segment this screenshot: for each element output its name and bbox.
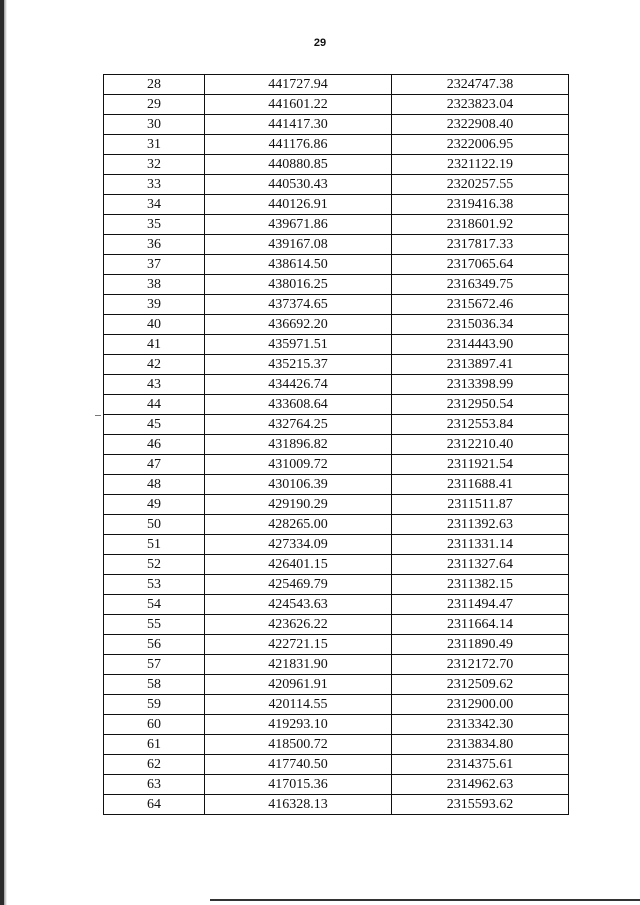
table-row — [104, 195, 569, 215]
table-row — [104, 315, 569, 335]
y-coordinate-cell: 2311382.15 — [392, 575, 569, 595]
table-row — [104, 695, 569, 715]
x-coordinate-cell: 420114.55 — [205, 695, 392, 715]
point-number-cell: 41 — [104, 335, 205, 355]
page-number: 29 — [313, 37, 327, 49]
y-coordinate-cell: 2322006.95 — [392, 135, 569, 155]
point-number-cell: 47 — [104, 455, 205, 475]
point-number-cell: 60 — [104, 715, 205, 735]
point-number-cell: 54 — [104, 595, 205, 615]
x-coordinate-cell: 439167.08 — [205, 235, 392, 255]
point-number-cell: 44 — [104, 395, 205, 415]
y-coordinate-cell: 2313897.41 — [392, 355, 569, 375]
y-coordinate-cell: 2315036.34 — [392, 315, 569, 335]
table-row — [104, 635, 569, 655]
point-number-cell: 55 — [104, 615, 205, 635]
y-coordinate-cell: 2318601.92 — [392, 215, 569, 235]
y-coordinate-cell: 2317817.33 — [392, 235, 569, 255]
x-coordinate-cell: 417740.50 — [205, 755, 392, 775]
point-number-cell: 62 — [104, 755, 205, 775]
x-coordinate-cell: 430106.39 — [205, 475, 392, 495]
table-row — [104, 475, 569, 495]
y-coordinate-cell: 2312900.00 — [392, 695, 569, 715]
point-number-cell: 59 — [104, 695, 205, 715]
y-coordinate-cell: 2321122.19 — [392, 155, 569, 175]
x-coordinate-cell: 425469.79 — [205, 575, 392, 595]
scan-left-shadow — [4, 0, 7, 905]
x-coordinate-cell: 421831.90 — [205, 655, 392, 675]
point-number-cell: 48 — [104, 475, 205, 495]
table-row — [104, 75, 569, 95]
point-number-cell: 34 — [104, 195, 205, 215]
table-row — [104, 355, 569, 375]
point-number-cell: 52 — [104, 555, 205, 575]
table-row — [104, 615, 569, 635]
x-coordinate-cell: 441727.94 — [205, 75, 392, 95]
x-coordinate-cell: 435971.51 — [205, 335, 392, 355]
table-row — [104, 295, 569, 315]
y-coordinate-cell: 2312950.54 — [392, 395, 569, 415]
x-coordinate-cell: 438614.50 — [205, 255, 392, 275]
y-coordinate-cell: 2311327.64 — [392, 555, 569, 575]
y-coordinate-cell: 2311392.63 — [392, 515, 569, 535]
x-coordinate-cell: 427334.09 — [205, 535, 392, 555]
y-coordinate-cell: 2311664.14 — [392, 615, 569, 635]
y-coordinate-cell: 2314443.90 — [392, 335, 569, 355]
y-coordinate-cell: 2312553.84 — [392, 415, 569, 435]
x-coordinate-cell: 417015.36 — [205, 775, 392, 795]
table-row — [104, 555, 569, 575]
table-row — [104, 715, 569, 735]
point-number-cell: 51 — [104, 535, 205, 555]
point-number-cell: 37 — [104, 255, 205, 275]
y-coordinate-cell: 2315593.62 — [392, 795, 569, 815]
table-row — [104, 275, 569, 295]
table-row — [104, 215, 569, 235]
point-number-cell: 57 — [104, 655, 205, 675]
table-row — [104, 575, 569, 595]
y-coordinate-cell: 2314962.63 — [392, 775, 569, 795]
table-row — [104, 795, 569, 815]
y-coordinate-cell: 2319416.38 — [392, 195, 569, 215]
y-coordinate-cell: 2311511.87 — [392, 495, 569, 515]
table-row — [104, 175, 569, 195]
table-row — [104, 655, 569, 675]
point-number-cell: 32 — [104, 155, 205, 175]
point-number-cell: 30 — [104, 115, 205, 135]
point-number-cell: 43 — [104, 375, 205, 395]
table-row — [104, 455, 569, 475]
table-row — [104, 415, 569, 435]
x-coordinate-cell: 431896.82 — [205, 435, 392, 455]
point-number-cell: 45 — [104, 415, 205, 435]
x-coordinate-cell: 424543.63 — [205, 595, 392, 615]
table-row — [104, 675, 569, 695]
x-coordinate-cell: 440530.43 — [205, 175, 392, 195]
table-row — [104, 335, 569, 355]
x-coordinate-cell: 435215.37 — [205, 355, 392, 375]
y-coordinate-cell: 2313398.99 — [392, 375, 569, 395]
table-row — [104, 135, 569, 155]
table-row — [104, 115, 569, 135]
x-coordinate-cell: 422721.15 — [205, 635, 392, 655]
coordinates-table-body — [104, 75, 569, 815]
y-coordinate-cell: 2323823.04 — [392, 95, 569, 115]
table-row — [104, 155, 569, 175]
y-coordinate-cell: 2311688.41 — [392, 475, 569, 495]
y-coordinate-cell: 2311890.49 — [392, 635, 569, 655]
x-coordinate-cell: 429190.29 — [205, 495, 392, 515]
table-row — [104, 495, 569, 515]
point-number-cell: 63 — [104, 775, 205, 795]
point-number-cell: 39 — [104, 295, 205, 315]
point-number-cell: 50 — [104, 515, 205, 535]
point-number-cell: 35 — [104, 215, 205, 235]
y-coordinate-cell: 2311494.47 — [392, 595, 569, 615]
table-row — [104, 755, 569, 775]
table-row — [104, 235, 569, 255]
x-coordinate-cell: 428265.00 — [205, 515, 392, 535]
x-coordinate-cell: 441601.22 — [205, 95, 392, 115]
table-row — [104, 535, 569, 555]
x-coordinate-cell: 439671.86 — [205, 215, 392, 235]
x-coordinate-cell: 418500.72 — [205, 735, 392, 755]
table-row — [104, 95, 569, 115]
x-coordinate-cell: 440126.91 — [205, 195, 392, 215]
table-row — [104, 775, 569, 795]
y-coordinate-cell: 2320257.55 — [392, 175, 569, 195]
table-row — [104, 375, 569, 395]
x-coordinate-cell: 441176.86 — [205, 135, 392, 155]
y-coordinate-cell: 2314375.61 — [392, 755, 569, 775]
x-coordinate-cell: 440880.85 — [205, 155, 392, 175]
x-coordinate-cell: 438016.25 — [205, 275, 392, 295]
x-coordinate-cell: 441417.30 — [205, 115, 392, 135]
point-number-cell: 49 — [104, 495, 205, 515]
point-number-cell: 29 — [104, 95, 205, 115]
table-row — [104, 515, 569, 535]
x-coordinate-cell: 433608.64 — [205, 395, 392, 415]
x-coordinate-cell: 434426.74 — [205, 375, 392, 395]
point-number-cell: 36 — [104, 235, 205, 255]
y-coordinate-cell: 2312509.62 — [392, 675, 569, 695]
point-number-cell: 28 — [104, 75, 205, 95]
x-coordinate-cell: 436692.20 — [205, 315, 392, 335]
table-row — [104, 735, 569, 755]
x-coordinate-cell: 419293.10 — [205, 715, 392, 735]
point-number-cell: 46 — [104, 435, 205, 455]
scan-artifact — [95, 415, 101, 416]
x-coordinate-cell: 420961.91 — [205, 675, 392, 695]
table-row — [104, 435, 569, 455]
x-coordinate-cell: 432764.25 — [205, 415, 392, 435]
point-number-cell: 53 — [104, 575, 205, 595]
y-coordinate-cell: 2317065.64 — [392, 255, 569, 275]
y-coordinate-cell: 2311331.14 — [392, 535, 569, 555]
y-coordinate-cell: 2324747.38 — [392, 75, 569, 95]
point-number-cell: 40 — [104, 315, 205, 335]
point-number-cell: 31 — [104, 135, 205, 155]
point-number-cell: 56 — [104, 635, 205, 655]
coordinates-table — [103, 74, 569, 815]
y-coordinate-cell: 2315672.46 — [392, 295, 569, 315]
table-row — [104, 595, 569, 615]
point-number-cell: 42 — [104, 355, 205, 375]
y-coordinate-cell: 2316349.75 — [392, 275, 569, 295]
y-coordinate-cell: 2311921.54 — [392, 455, 569, 475]
x-coordinate-cell: 431009.72 — [205, 455, 392, 475]
x-coordinate-cell: 416328.13 — [205, 795, 392, 815]
table-row — [104, 255, 569, 275]
x-coordinate-cell: 423626.22 — [205, 615, 392, 635]
y-coordinate-cell: 2312172.70 — [392, 655, 569, 675]
scan-bottom-edge — [210, 899, 640, 901]
x-coordinate-cell: 426401.15 — [205, 555, 392, 575]
point-number-cell: 38 — [104, 275, 205, 295]
point-number-cell: 58 — [104, 675, 205, 695]
x-coordinate-cell: 437374.65 — [205, 295, 392, 315]
point-number-cell: 64 — [104, 795, 205, 815]
y-coordinate-cell: 2313834.80 — [392, 735, 569, 755]
y-coordinate-cell: 2312210.40 — [392, 435, 569, 455]
point-number-cell: 61 — [104, 735, 205, 755]
y-coordinate-cell: 2322908.40 — [392, 115, 569, 135]
table-row — [104, 395, 569, 415]
y-coordinate-cell: 2313342.30 — [392, 715, 569, 735]
point-number-cell: 33 — [104, 175, 205, 195]
